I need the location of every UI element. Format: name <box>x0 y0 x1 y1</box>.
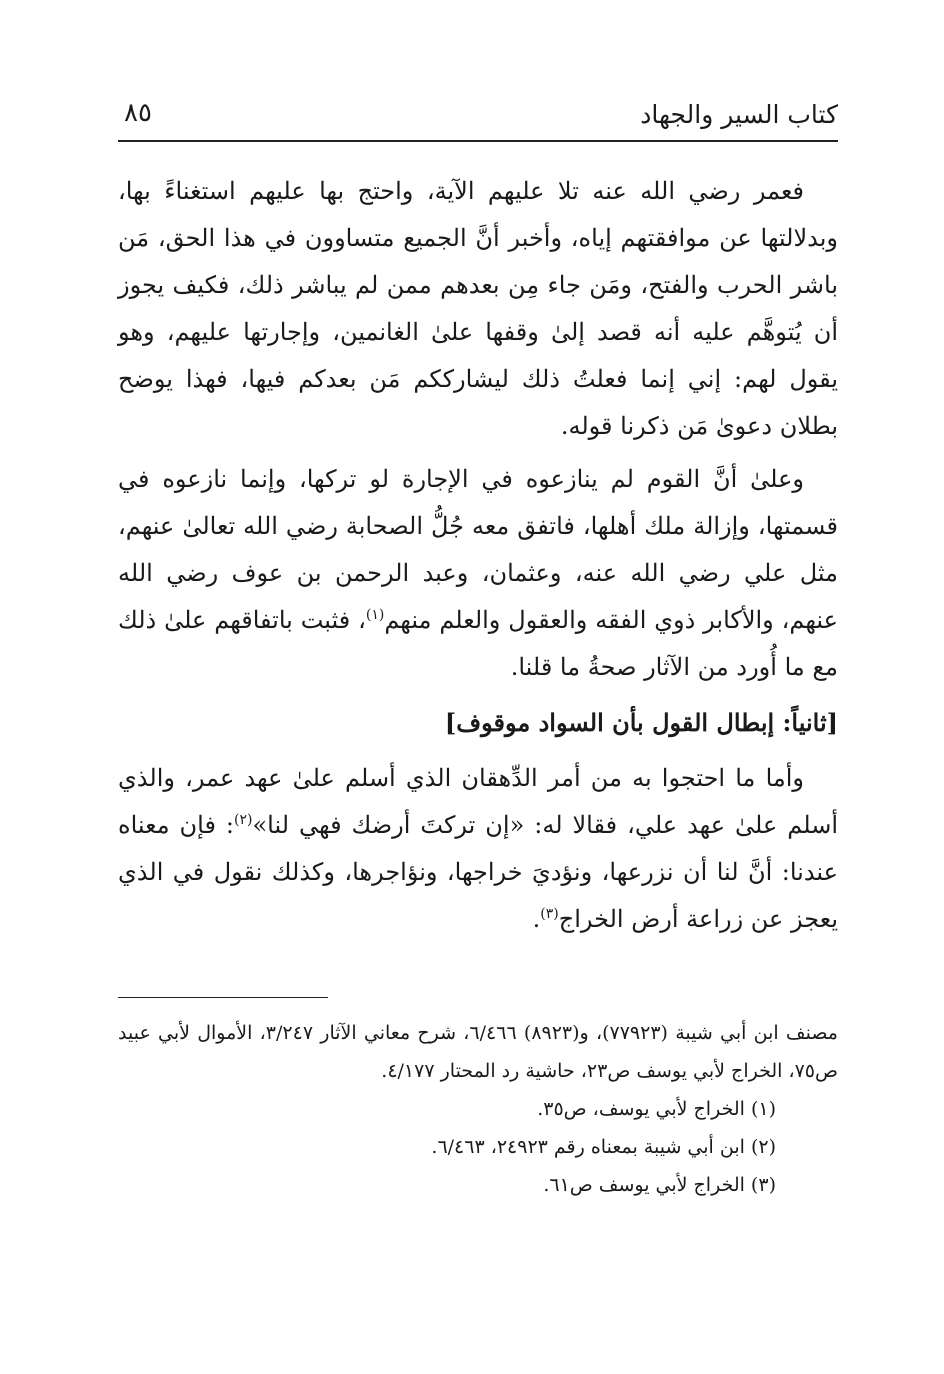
footnote-ref-1[interactable]: (١) <box>365 607 385 623</box>
page-number: ٨٥ <box>124 98 152 128</box>
paragraph-3 <box>118 755 838 943</box>
footnote-ref-2[interactable]: (٢) <box>234 812 253 828</box>
footnote-divider <box>118 997 328 998</box>
running-header <box>118 92 838 142</box>
paragraph-2 <box>118 456 838 691</box>
paragraph-3-text-b: : فإن معناه عندنا: أنَّ لنا أن نزرعها، ونؤديَ خراجها، ونؤاجرها، وكذلك نقول في الذي يعجز عن زراعة أرض الخراج <box>118 811 838 933</box>
main-text <box>118 168 838 943</box>
footnote-1: (١) الخراج لأبي يوسف، ص٣٥. <box>537 1098 776 1120</box>
footnote-3: (٣) الخراج لأبي يوسف ص٦١. <box>543 1174 776 1196</box>
paragraph-2-tail: ، فثبت باتفاقهم علىٰ ذلك مع ما أُورد من الآثار صحةُ ما قلنا. <box>118 606 838 681</box>
paragraph-2-text: وعلىٰ أنَّ القوم لم ينازعوه في الإجارة لو تركها، وإنما نازعوه في قسمتها، وإزالة ملك أهلها، فاتفق معه جُلُّ الصحابة رضي الله تعالىٰ عنهم، مثل علي رضي الله عنه، وعثمان، وعبد الرحمن بن عوف رضي الله عنهم، والأكابر ذوي الفقه والعقول والعلم منهم <box>118 465 838 634</box>
book-title: كتاب السير والجهاد <box>640 100 838 129</box>
footnotes <box>118 1014 838 1204</box>
footnote-ref-3[interactable]: (٣) <box>540 906 559 922</box>
footnote-2: (٢) ابن أبي شيبة بمعناه رقم ٢٤٩٢٣، ٦/٤٦٣. <box>431 1136 776 1158</box>
book-page <box>118 92 838 1332</box>
paragraph-3-tail: . <box>532 905 541 933</box>
paragraph-1: فعمر رضي الله عنه تلا عليهم الآية، واحتج بها عليهم استغناءً بها، وبدلالتها عن موافقتهم إياه، وأخبر أنَّ الجميع متساوون في هذا الحق، مَن باشر الحرب والفتح، ومَن جاء مِن بعدهم ممن لم يباشر ذلك، فكيف يجوز أن يُتوهَّم عليه أنه قصد إلىٰ وقفها علىٰ الغانمين، وإجارتها عليهم، وهو يقول لهم: إني إنما فعلتُ ذلك ليشارككم مَن بعدكم فيها، فهذا يوضح بطلان دعوىٰ مَن ذكرنا قوله. <box>118 177 838 440</box>
paragraph-3-text-a: وأما ما احتجوا به من أمر الدِّهقان الذي أسلم علىٰ عهد عمر، والذي أسلم علىٰ عهد علي، فقالا له: «إن تركتَ أرضك فهي لنا» <box>118 764 838 839</box>
footnote-continuation: مصنف ابن أبي شيبة (٧٧٩٢٣)، و(٨٩٢٣) ٦/٤٦٦، شرح معاني الآثار ٣/٢٤٧، الأموال لأبي عبيد ص٧٥، الخراج لأبي يوسف ص٢٣، حاشية رد المحتار ٤/١٧٧. <box>118 1022 838 1082</box>
section-heading: [ثانياً: إبطال القول بأن السواد موقوف] <box>444 708 838 737</box>
